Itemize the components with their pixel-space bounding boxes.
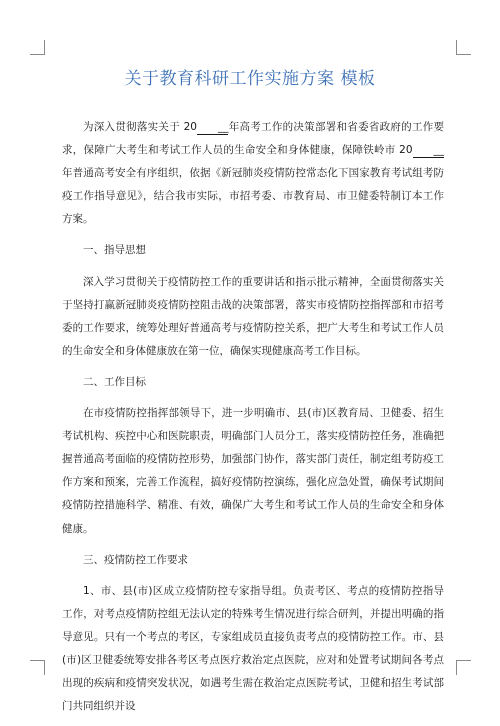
crop-mark-top-right: [456, 40, 471, 55]
intro-text-part3: 年普通高考安全有序组织，依据《新冠肺炎疫情防控常态化下国家教育考试组考防疫工作指导意见》，结合我市实际，市招考委、市教育局、市卫健委特制订本工作方案。: [62, 167, 444, 226]
intro-paragraph: [62, 116, 444, 231]
section-text-work-goals: 在市疫情防控指挥部领导下，进一步明确市、县(市)区教育局、卫健委、招生考试机构、疾控中心和医院职责，明确部门人员分工，落实疫情防控任务，准确把握普通高考面临的疫情防控形势，加强部门协作，落实部门责任，制定组考防疫工作方案和预案，完善工作流程，搞好疫情防控演练，强化应急处置，确保考试期间疫情防控措施科学、精准、有效，确保广大考生和考试工作人员的生命安全和身体健康。: [62, 407, 444, 535]
crop-mark-bottom-right: [456, 660, 471, 675]
document-body: [62, 116, 444, 726]
crop-mark-top-left: [30, 40, 45, 55]
year-blank-1: __: [197, 121, 229, 135]
intro-text-part1: 为深入贯彻落实关于 20: [83, 121, 197, 133]
crop-mark-bottom-left: [30, 660, 45, 675]
section-heading-epidemic-requirements: 三、疫情防控工作要求: [83, 553, 188, 566]
intro-text-part2: 年高考工作的决策部署和省委省政府的工作要求，保障广大考生和考试工作人员的生命安全和身体健康，保障铁岭市 20: [62, 121, 444, 157]
document-title: 关于教育科研工作实施方案 模板: [124, 69, 376, 89]
section-text-guiding-ideology: 深入学习贯彻关于疫情防控工作的重要讲话和指示批示精神，全面贯彻落实关于坚持打赢新冠肺炎疫情防控阻击战的决策部署，落实市疫情防控指挥部和市招考委的工作要求，统筹处理好普通高考与疫情防控关系，把广大考生和考试工作人员的生命安全和身体健康放在第一位，确保实现健康高考工作目标。: [62, 275, 444, 357]
year-blank-2: __: [413, 144, 445, 158]
section-text-epidemic-requirements: 1、市、县(市)区成立疫情防控专家指导组。负责考区、考点的疫情防控指导工作，对考点疫情防控组无法认定的特殊考生情况进行综合研判，并提出明确的指导意见。只有一个考点的考区，专家组成员直接负责考点的疫情防控工作。市、县(市)区卫健委统筹安排各考区考点医疗救治定点医院，应对和处置考试期间各考点出现的疾病和疫情突发状况，如遇考生需在救治定点医院考试，卫健和招生考试部门共同组织并设: [62, 584, 444, 713]
section-heading-guiding-ideology: 一、指导思想: [83, 244, 146, 257]
section-heading-work-goals: 二、工作目标: [83, 375, 146, 388]
